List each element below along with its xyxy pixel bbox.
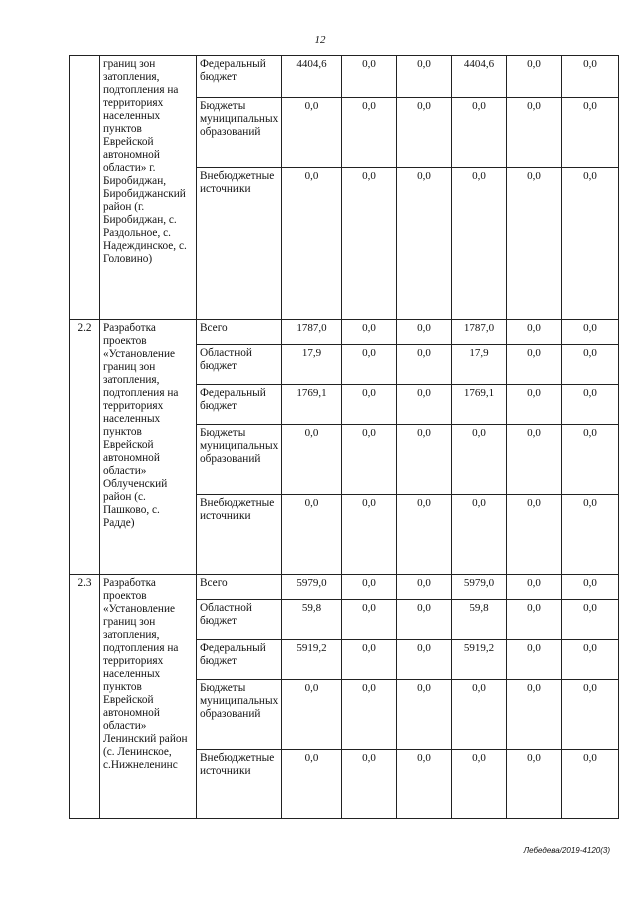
value-cell: 0,0 (507, 425, 562, 495)
funding-source: Всего (197, 320, 282, 345)
value-cell: 0,0 (397, 168, 452, 320)
value-cell: 0,0 (452, 425, 507, 495)
funding-source: Всего (197, 575, 282, 600)
value-cell: 0,0 (507, 600, 562, 640)
value-cell: 0,0 (282, 425, 342, 495)
table-row (70, 56, 619, 98)
value-cell: 5919,2 (282, 640, 342, 680)
value-cell: 0,0 (282, 168, 342, 320)
value-cell: 0,0 (397, 600, 452, 640)
value-cell: 0,0 (397, 680, 452, 750)
value-cell: 0,0 (562, 345, 619, 385)
value-cell: 5979,0 (452, 575, 507, 600)
item-description: Разработка проектов «Установление границ зон затопления, подтопления на территориях населенных пунктов Еврейской автономной области» Ленинский район (с. Ленинское, с.Нижнеленинс (100, 575, 197, 819)
value-cell: 1769,1 (452, 385, 507, 425)
value-cell: 0,0 (397, 345, 452, 385)
value-cell: 17,9 (452, 345, 507, 385)
value-cell: 0,0 (507, 320, 562, 345)
funding-source: Бюджеты муниципальных образований (197, 680, 282, 750)
value-cell: 0,0 (562, 385, 619, 425)
item-description: Разработка проектов «Установление границ зон затопления, подтопления на территориях населенных пунктов Еврейской автономной области» Облученский район (с. Пашково, с. Радде) (100, 320, 197, 575)
value-cell: 0,0 (342, 320, 397, 345)
value-cell: 5919,2 (452, 640, 507, 680)
value-cell: 0,0 (452, 98, 507, 168)
value-cell: 1769,1 (282, 385, 342, 425)
value-cell: 1787,0 (452, 320, 507, 345)
value-cell: 0,0 (282, 750, 342, 819)
value-cell: 0,0 (562, 750, 619, 819)
value-cell: 0,0 (342, 98, 397, 168)
value-cell: 0,0 (507, 385, 562, 425)
value-cell: 0,0 (507, 98, 562, 168)
value-cell: 0,0 (562, 320, 619, 345)
value-cell: 0,0 (342, 600, 397, 640)
value-cell: 0,0 (342, 168, 397, 320)
item-index: 2.2 (70, 320, 100, 575)
funding-source: Внебюджетные источники (197, 495, 282, 575)
value-cell: 0,0 (397, 56, 452, 98)
value-cell: 0,0 (562, 168, 619, 320)
value-cell: 0,0 (562, 640, 619, 680)
value-cell: 0,0 (507, 168, 562, 320)
value-cell: 0,0 (397, 640, 452, 680)
table-row (70, 575, 619, 600)
value-cell: 4404,6 (282, 56, 342, 98)
item-index: 2.3 (70, 575, 100, 819)
value-cell: 0,0 (507, 345, 562, 385)
funding-source: Бюджеты муниципальных образований (197, 425, 282, 495)
value-cell: 0,0 (562, 98, 619, 168)
value-cell: 0,0 (452, 168, 507, 320)
value-cell: 0,0 (562, 56, 619, 98)
funding-source: Внебюджетные источники (197, 168, 282, 320)
value-cell: 0,0 (342, 680, 397, 750)
table-row (70, 320, 619, 345)
value-cell: 0,0 (397, 495, 452, 575)
value-cell: 0,0 (562, 680, 619, 750)
value-cell: 0,0 (452, 750, 507, 819)
value-cell: 0,0 (562, 600, 619, 640)
value-cell: 0,0 (507, 495, 562, 575)
value-cell: 0,0 (342, 640, 397, 680)
funding-source: Областной бюджет (197, 345, 282, 385)
value-cell: 0,0 (397, 750, 452, 819)
value-cell: 0,0 (342, 750, 397, 819)
value-cell: 0,0 (342, 495, 397, 575)
value-cell: 0,0 (282, 680, 342, 750)
funding-source: Федеральный бюджет (197, 56, 282, 98)
value-cell: 0,0 (562, 425, 619, 495)
item-index (70, 56, 100, 320)
value-cell: 0,0 (342, 425, 397, 495)
value-cell: 5979,0 (282, 575, 342, 600)
value-cell: 1787,0 (282, 320, 342, 345)
funding-source: Федеральный бюджет (197, 385, 282, 425)
value-cell: 0,0 (507, 56, 562, 98)
value-cell: 59,8 (452, 600, 507, 640)
value-cell: 0,0 (342, 385, 397, 425)
funding-source: Бюджеты муниципальных образований (197, 98, 282, 168)
value-cell: 0,0 (507, 750, 562, 819)
value-cell: 0,0 (342, 56, 397, 98)
value-cell: 0,0 (507, 575, 562, 600)
value-cell: 0,0 (507, 640, 562, 680)
value-cell: 0,0 (562, 495, 619, 575)
value-cell: 0,0 (452, 680, 507, 750)
value-cell: 0,0 (397, 320, 452, 345)
value-cell: 0,0 (397, 425, 452, 495)
value-cell: 0,0 (397, 575, 452, 600)
value-cell: 0,0 (282, 98, 342, 168)
value-cell: 4404,6 (452, 56, 507, 98)
budget-table (69, 55, 619, 819)
value-cell: 0,0 (562, 575, 619, 600)
value-cell: 0,0 (282, 495, 342, 575)
document-reference: Лебедева/2019-4120(3) (523, 846, 610, 855)
value-cell: 0,0 (452, 495, 507, 575)
funding-source: Областной бюджет (197, 600, 282, 640)
value-cell: 0,0 (397, 385, 452, 425)
funding-source: Федеральный бюджет (197, 640, 282, 680)
page-number: 12 (314, 34, 326, 46)
value-cell: 0,0 (397, 98, 452, 168)
value-cell: 17,9 (282, 345, 342, 385)
item-description: границ зон затопления, подтопления на территориях населенных пунктов Еврейской автономной области» г. Биробиджан, Биробиджанский район (г. Биробиджан, с. Раздольное, с. Надеждинское, с. Головино) (100, 56, 197, 320)
value-cell: 0,0 (342, 345, 397, 385)
value-cell: 0,0 (507, 680, 562, 750)
value-cell: 59,8 (282, 600, 342, 640)
value-cell: 0,0 (342, 575, 397, 600)
funding-source: Внебюджетные источники (197, 750, 282, 819)
